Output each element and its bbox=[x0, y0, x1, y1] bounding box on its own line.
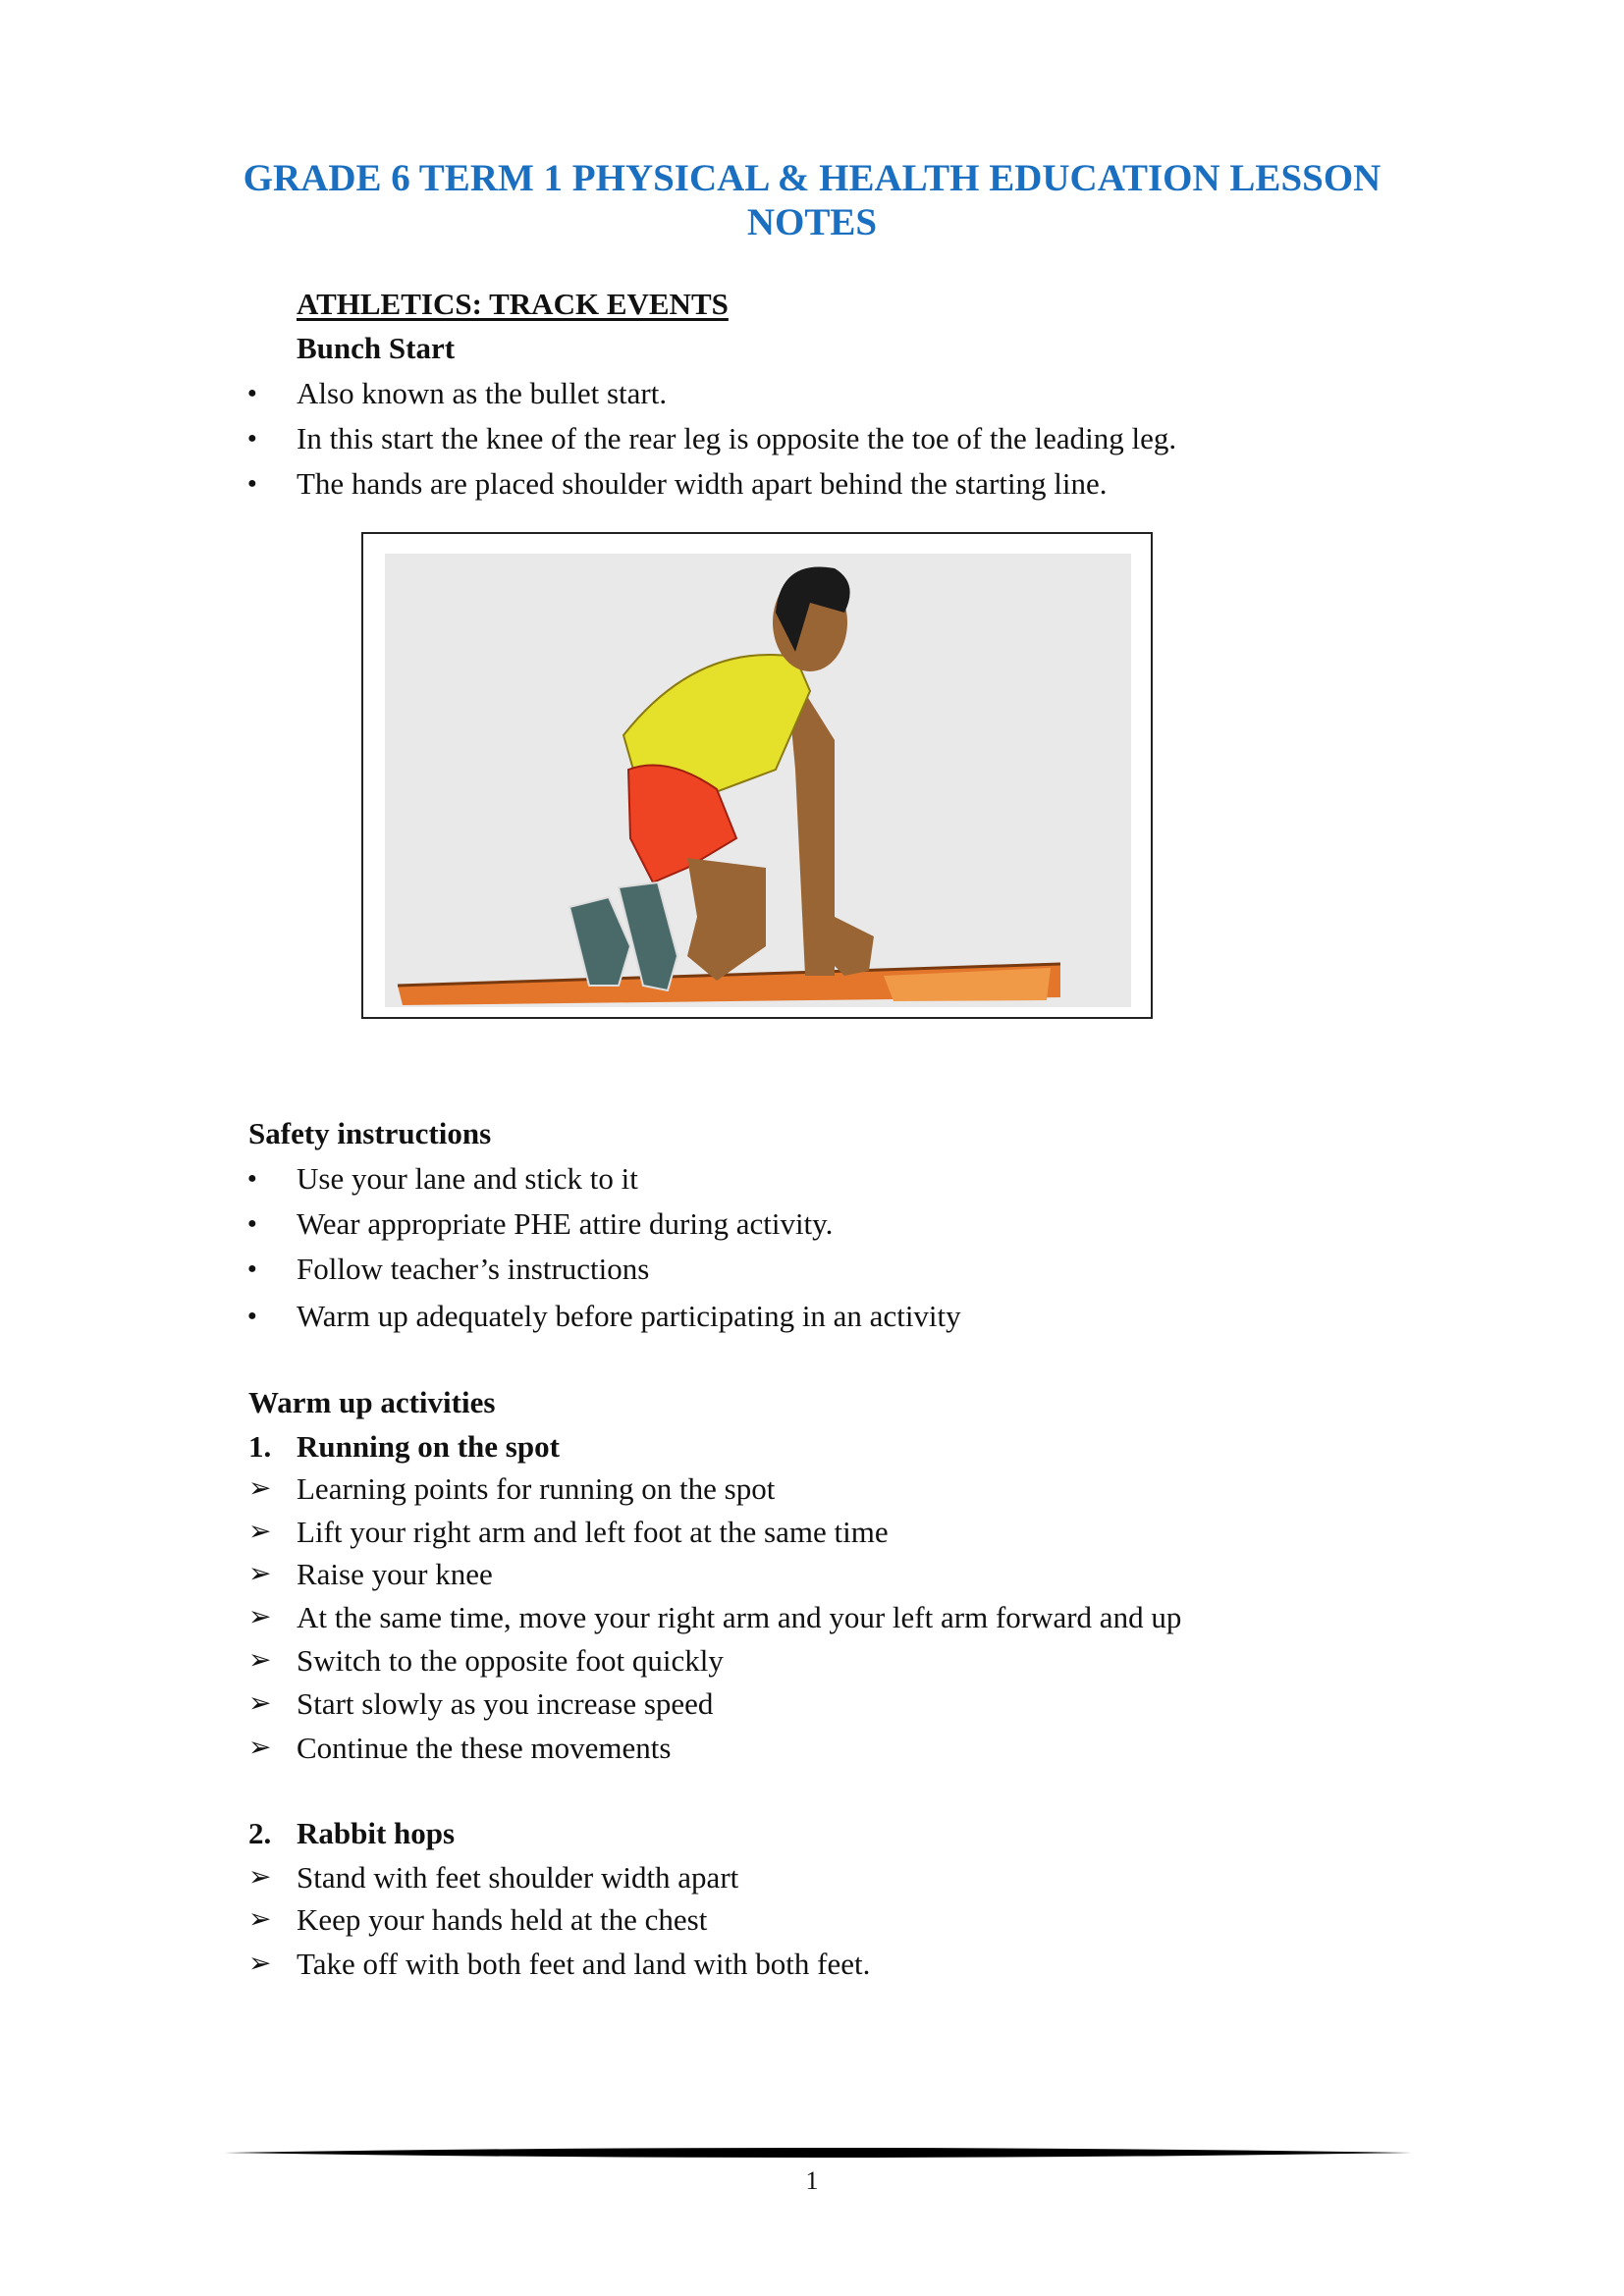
list-item: Keep your hands held at the chest bbox=[297, 1902, 708, 1937]
athlete-crouching-image bbox=[373, 544, 1141, 1011]
bunch-start-heading: Bunch Start bbox=[297, 331, 456, 365]
list-item: Raise your knee bbox=[297, 1557, 493, 1591]
bullet-icon: ● bbox=[247, 385, 257, 401]
arrow-bullet-icon: ➢ bbox=[248, 1904, 272, 1935]
arrow-bullet-icon: ➢ bbox=[248, 1645, 272, 1676]
arrow-bullet-icon: ➢ bbox=[248, 1559, 272, 1589]
footer-divider bbox=[224, 2147, 1412, 2159]
bullet-icon: ● bbox=[247, 1308, 257, 1324]
bullet-icon: ● bbox=[247, 475, 257, 492]
section-heading: ATHLETICS: TRACK EVENTS bbox=[297, 287, 729, 321]
bullet-icon: ● bbox=[247, 1170, 257, 1187]
arrow-bullet-icon: ➢ bbox=[248, 1473, 272, 1504]
safety-heading: Safety instructions bbox=[248, 1116, 492, 1150]
page-number: 1 bbox=[805, 2166, 819, 2195]
list-item: Take off with both feet and land with both feet. bbox=[297, 1947, 871, 1981]
list-item: Start slowly as you increase speed bbox=[297, 1686, 714, 1721]
activity-title: Rabbit hops bbox=[297, 1816, 456, 1850]
list-item: Also known as the bullet start. bbox=[297, 376, 668, 410]
bullet-icon: ● bbox=[247, 430, 257, 447]
arrow-bullet-icon: ➢ bbox=[248, 1688, 272, 1719]
activity-title: Running on the spot bbox=[297, 1429, 560, 1464]
list-item: Learning points for running on the spot bbox=[297, 1471, 776, 1506]
list-item: Switch to the opposite foot quickly bbox=[297, 1643, 724, 1678]
document-title-line-2: NOTES bbox=[746, 201, 878, 243]
list-item: Stand with feet shoulder width apart bbox=[297, 1860, 739, 1895]
bunch-start-illustration bbox=[361, 532, 1153, 1019]
list-item: Follow teacher’s instructions bbox=[297, 1252, 650, 1286]
list-item: Lift your right arm and left foot at the same time bbox=[297, 1515, 889, 1549]
bullet-icon: ● bbox=[247, 1260, 257, 1277]
arrow-bullet-icon: ➢ bbox=[248, 1517, 272, 1547]
arrow-bullet-icon: ➢ bbox=[248, 1862, 272, 1893]
arrow-bullet-icon: ➢ bbox=[248, 1733, 272, 1763]
list-item: Use your lane and stick to it bbox=[297, 1161, 638, 1196]
document-title-line-1: GRADE 6 TERM 1 PHYSICAL & HEALTH EDUCATION LESSON bbox=[243, 157, 1381, 199]
bullet-icon: ● bbox=[247, 1215, 257, 1232]
list-item: At the same time, move your right arm and your left arm forward and up bbox=[297, 1600, 1182, 1634]
arrow-bullet-icon: ➢ bbox=[248, 1602, 272, 1632]
list-item: In this start the knee of the rear leg is opposite the toe of the leading leg. bbox=[297, 421, 1177, 455]
arrow-bullet-icon: ➢ bbox=[248, 1949, 272, 1979]
list-item: Wear appropriate PHE attire during activity. bbox=[297, 1206, 834, 1241]
warm-up-heading: Warm up activities bbox=[248, 1385, 496, 1419]
activity-number: 2. bbox=[248, 1816, 272, 1850]
list-item: Continue the these movements bbox=[297, 1731, 672, 1765]
list-item: The hands are placed shoulder width apart behind the starting line. bbox=[297, 466, 1108, 501]
activity-number: 1. bbox=[248, 1429, 272, 1464]
list-item: Warm up adequately before participating in an activity bbox=[297, 1299, 961, 1333]
